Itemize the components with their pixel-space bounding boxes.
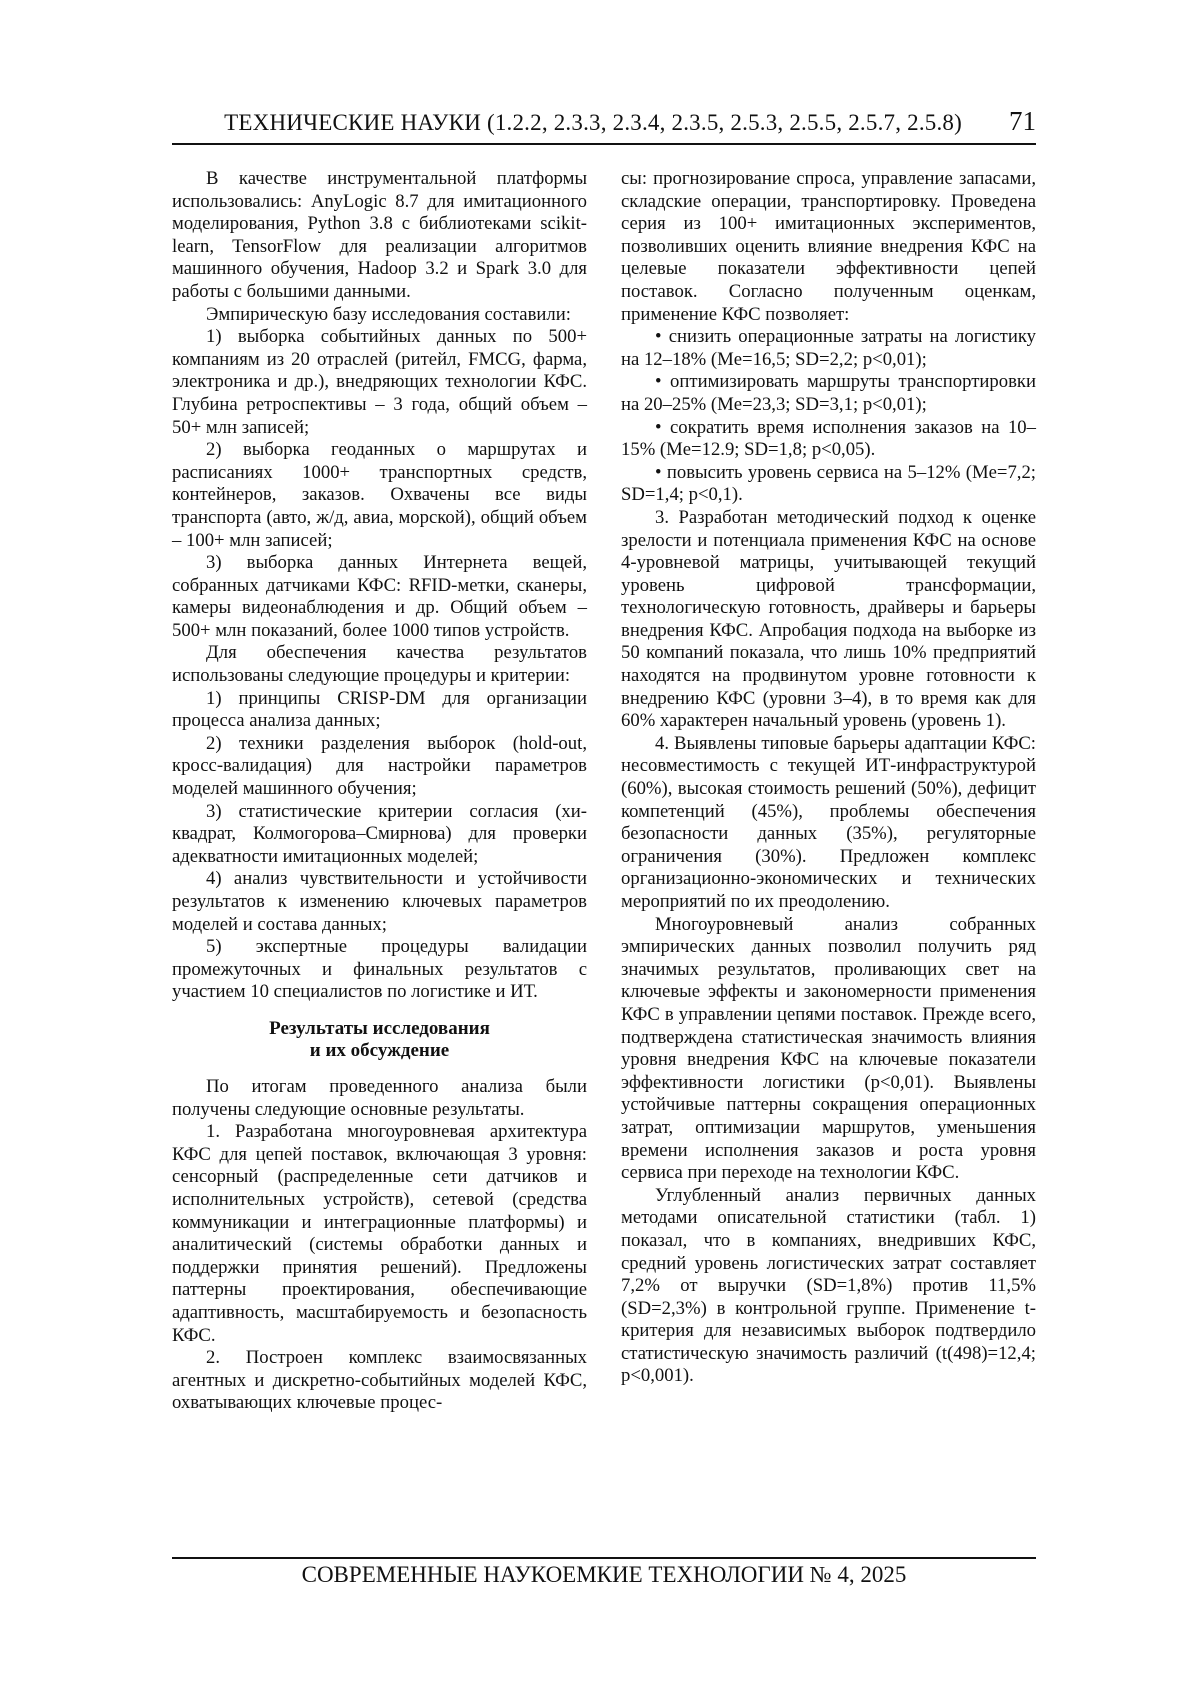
section-heading-results	[172, 1018, 587, 1062]
paragraph-results-intro: По итогам проведенного анализа были получены следующие основные результаты.	[172, 1075, 587, 1120]
page-number: 71	[1009, 106, 1036, 136]
bullet-order-time: • сократить время исполнения заказов на 10–15% (Me=12.9; SD=1,8; p<0,05).	[621, 416, 1036, 461]
running-header	[172, 108, 1036, 142]
bullet-operating-costs: • снизить операционные затраты на логистику на 12–18% (Me=16,5; SD=2,2; p<0,01);	[621, 326, 1036, 370]
list-item-iot-sample: 3) выборка данных Интернета вещей, собранных датчиками КФС: RFID-метки, сканеры, камеры видеонаблюдения и др. Общий объем – 500+ млн показаний, более 1000 типов устройств.	[172, 552, 587, 641]
list-item-validation: 2) техники разделения выборок (hold-out, кросс-валидация) для настройки параметров моделей машинного обучения;	[172, 732, 587, 800]
list-item-crisp-dm: 1) принципы CRISP-DM для организации процесса анализа данных;	[172, 687, 587, 732]
bullet-routes: • оптимизировать маршруты транспортировки на 20–25% (Me=23,3; SD=3,1; p<0,01);	[621, 371, 1036, 415]
list-item-expert-review: 5) экспертные процедуры валидации промежуточных и финальных результатов с участием 10 специалистов по логистике и ИТ.	[172, 936, 587, 1003]
left-column	[172, 168, 587, 1415]
section-title: ТЕХНИЧЕСКИЕ НАУКИ (1.2.2, 2.3.3, 2.3.4, 2.3.5, 2.5.3, 2.5.5, 2.5.7, 2.5.8)	[224, 110, 962, 135]
paragraph-result-2-continued: сы: прогнозирование спроса, управление запасами, складские операции, транспортировку. Проведена серия из 100+ имитационных экспериментов, позволивших оценить влияние внедрения КФС на целевые показатели эффективности цепей поставок. Согласно полученным оценкам, применение КФС позволяет:	[621, 168, 1036, 325]
list-item-geodata-sample: 2) выборка геоданных о маршрутах и расписаниях 1000+ транспортных средств, контейнеров, заказов. Охвачены все виды транспорта (авто, ж/д, авиа, морской), общий объем – 100+ млн записей;	[172, 439, 587, 551]
paragraph-multilevel-analysis: Многоуровневый анализ собранных эмпирических данных позволил получить ряд значимых результатов, проливающих свет на ключевые эффекты и закономерности применения КФС в управлении цепями поставок. Прежде всего, подтверждена статистическая значимость влияния уровня внедрения КФС на ключевые показатели эффективности логистики (p<0,01). Выявлены устойчивые паттерны сокращения операционных затрат, оптимизации маршрутов, уменьшения времени исполнения заказов и роста уровня сервиса при переходе на технологии КФС.	[621, 913, 1036, 1184]
paragraph-result-3: 3. Разработан методический подход к оценке зрелости и потенциала применения КФС на основе 4-уровневой матрицы, учитывающей текущий уровень цифровой трансформации, технологическую готовность, драйверы и барьеры внедрения КФС. Апробация подхода на выборке из 50 компаний показала, что лишь 10% предприятий находятся на продвинутом уровне готовности к внедрению КФС (уровни 3–4), в то время как для 60% характерен начальный уровень (уровень 1).	[621, 506, 1036, 732]
paragraph-quality-procedures: Для обеспечения качества результатов использованы следующие процедуры и критерии:	[172, 642, 587, 687]
journal-footer: СОВРЕМЕННЫЕ НАУКОЕМКИЕ ТЕХНОЛОГИИ № 4, 2025	[301, 1562, 907, 1587]
heading-line-2: и их обсуждение	[309, 1039, 450, 1061]
header-rule	[172, 143, 1036, 145]
paragraph-platform: В качестве инструментальной платформы использовались: AnyLogic 8.7 для имитационного моделирования, Python 3.8 с библиотеками scikit-learn, TensorFlow для реализации алгоритмов машинного обучения, Hadoop 3.2 и Spark 3.0 для работы с большими данными.	[172, 168, 587, 302]
paragraph-result-4: 4. Выявлены типовые барьеры адаптации КФС: несовместимость с текущей ИТ-инфраструктурой (60%), высокая стоимость решений (50%), дефицит компетенций (45%), проблемы обеспечения безопасности данных (35%), регуляторные ограничения (30%). Предложен комплекс организационно-экономических и технических мероприятий по их преодолению.	[621, 732, 1036, 912]
list-item-events-sample: 1) выборка событийных данных по 500+ компаниям из 20 отраслей (ритейл, FMCG, фарма, электроника и др.), внедряющих технологии КФС. Глубина ретроспективы – 3 года, общий объем – 50+ млн записей;	[172, 326, 587, 438]
paragraph-result-2-start: 2. Построен комплекс взаимосвязанных агентных и дискретно-событийных моделей КФС, охватывающих ключевые процес-	[172, 1347, 587, 1414]
list-item-statistical-tests: 3) статистические критерии согласия (хи-квадрат, Колмогорова–Смирнова) для проверки адекватности имитационных моделей;	[172, 800, 587, 867]
paragraph-result-1: 1. Разработана многоуровневая архитектура КФС для цепей поставок, включающая 3 уровня: сенсорный (распределенные сети датчиков и исполнительных устройств), сетевой (средства коммуникации и интеграционные платформы) и аналитический (системы обработки данных и поддержки принятия решений). Предложены паттерны проектирования, обеспечивающие адаптивность, масштабируемость и безопасность КФС.	[172, 1121, 587, 1346]
heading-line-1: Результаты исследования	[269, 1017, 490, 1039]
paragraph-empirical-base: Эмпирическую базу исследования составили:	[206, 303, 571, 325]
bullet-service-level: • повысить уровень сервиса на 5–12% (Me=7,2; SD=1,4; p<0,1).	[621, 461, 1036, 506]
footer-rule	[172, 1557, 1036, 1559]
paragraph-descriptive-stats: Углубленный анализ первичных данных методами описательной статистики (табл. 1) показал, что в компаниях, внедривших КФС, средний уровень логистических затрат составляет 7,2% от выручки (SD=1,8%) против 11,5% (SD=2,3%) в контрольной группе. Применение t-критерия для независимых выборок подтвердило статистическую значимость различий (t(498)=12,4; p<0,001).	[621, 1184, 1036, 1387]
right-column	[621, 168, 1036, 1388]
list-item-sensitivity: 4) анализ чувствительности и устойчивости результатов к изменению ключевых параметров моделей и состава данных;	[172, 868, 587, 935]
